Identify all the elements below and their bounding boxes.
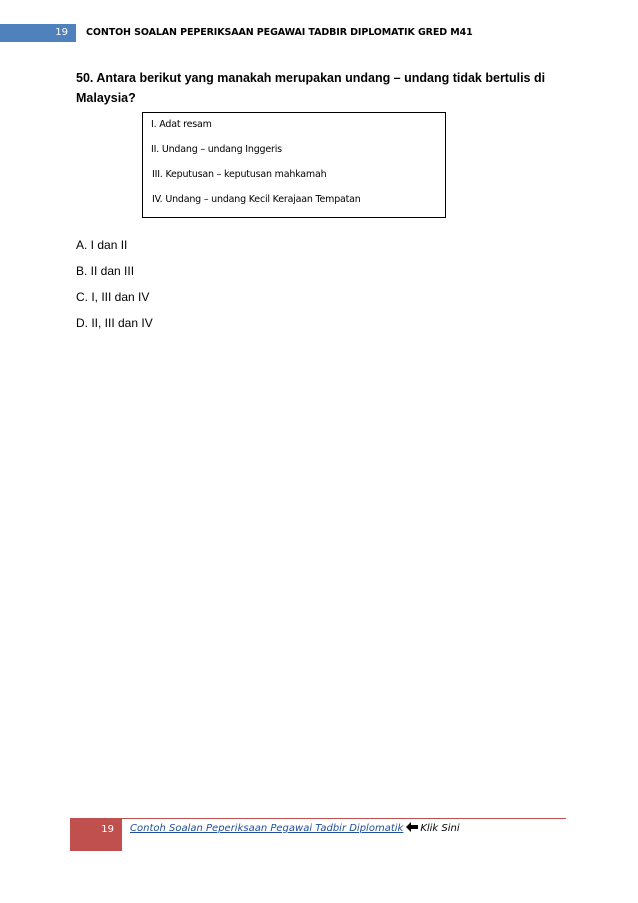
header-title: CONTOH SOALAN PEPERIKSAAN PEGAWAI TADBIR DIPLOMATIK GRED M41 xyxy=(86,27,473,38)
footer-link[interactable]: Contoh Soalan Peperiksaan Pegawai Tadbir Diplomatik xyxy=(130,823,404,834)
option-c: C. I, III dan IV xyxy=(76,290,150,304)
statement-3: III. Keputusan – keputusan mahkamah xyxy=(152,169,327,180)
footer xyxy=(130,822,460,834)
statement-1: I. Adat resam xyxy=(151,119,212,130)
option-a: A. I dan II xyxy=(76,238,128,252)
option-d: D. II, III dan IV xyxy=(76,316,153,330)
statement-2: II. Undang – undang Inggeris xyxy=(151,144,282,155)
footer-page-number: 19 xyxy=(70,819,122,851)
option-b: B. II dan III xyxy=(76,264,135,278)
header-page-number: 19 xyxy=(0,24,76,42)
statement-4: IV. Undang – undang Kecil Kerajaan Tempatan xyxy=(152,194,361,205)
footer-cta[interactable]: Klik Sini xyxy=(420,823,460,834)
footer-divider xyxy=(70,818,566,819)
page-header xyxy=(0,24,638,42)
question-text: 50. Antara berikut yang manakah merupakan undang – undang tidak bertulis di Malaysia? xyxy=(76,71,546,105)
arrow-left-icon xyxy=(406,822,418,832)
statements-box xyxy=(142,112,446,218)
